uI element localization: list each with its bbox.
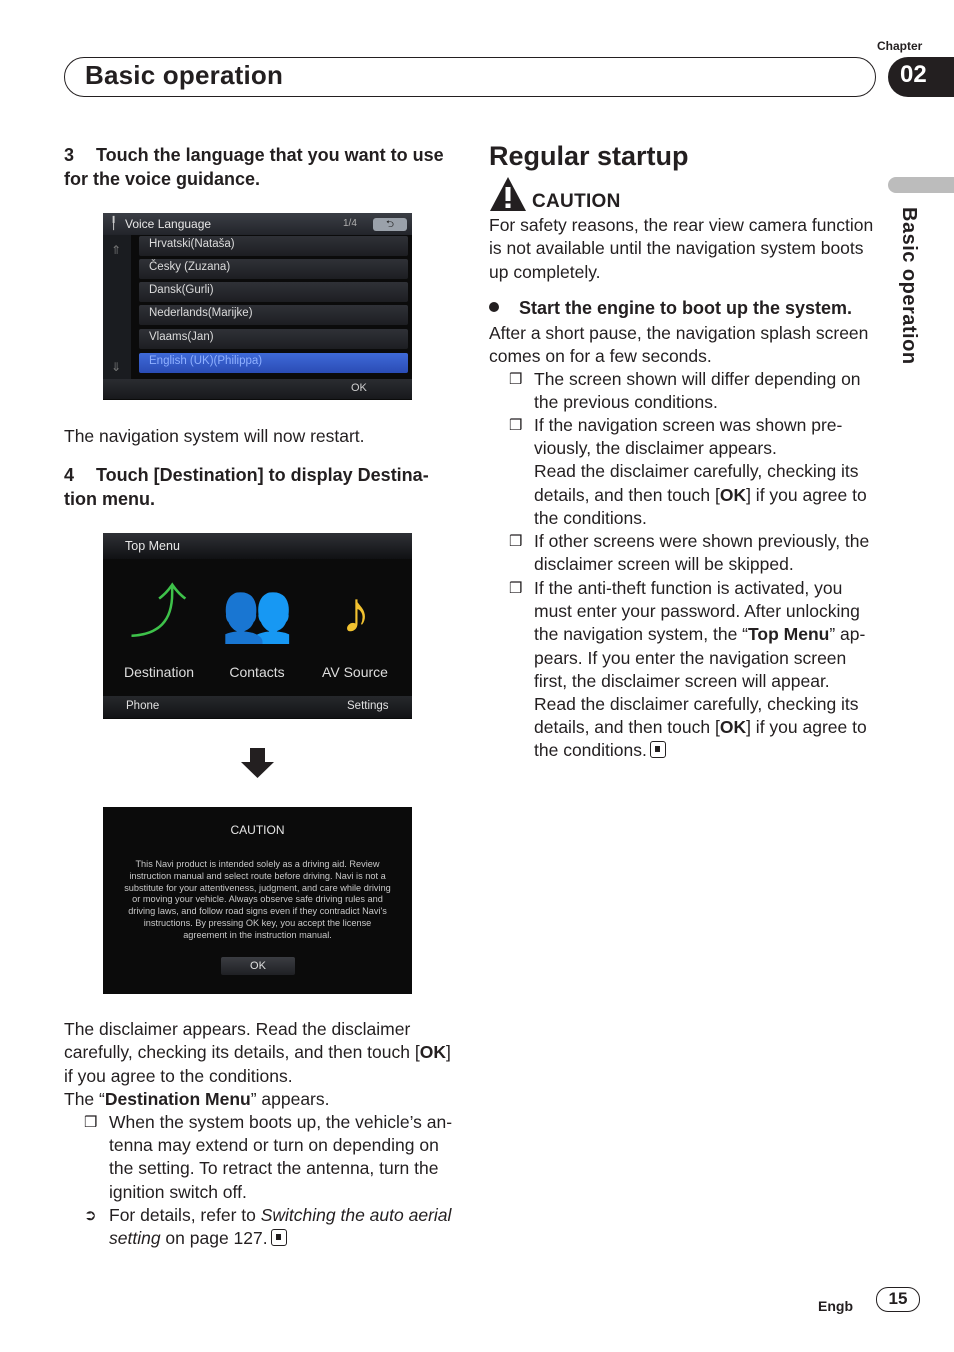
section-title: Basic operation — [85, 60, 284, 90]
caution-screen-text: This Navi product is intended solely as a driving aid. Review instruction manual and select route before driving. Navi is not a substitute for your attentiveness, judgment, and care while driving or moving your vehicle. Always observe safe driving rules and driving laws, and follow road signs even if they contradict Navi's instructions. By pressing OK key, you accept the license agreement in the instruction manual. — [124, 859, 391, 940]
ok-label: OK — [719, 717, 747, 738]
text: If the anti-theft function is activated, you must enter your password. After unlocking the navigation system, the “ — [534, 578, 860, 645]
music-note-icon: ♪ — [341, 580, 371, 645]
list-item-selected: English (UK)(Philippa) — [139, 353, 408, 373]
list-item: Nederlands(Marijke) — [139, 305, 408, 325]
checkbox-bullet-icon: ❒ — [84, 1114, 98, 1131]
reference-arrow-icon: ➲ — [84, 1207, 97, 1224]
screen-title: Voice Language — [125, 217, 212, 231]
bullet-icon — [489, 302, 499, 312]
caution-label: CAUTION — [532, 191, 621, 212]
note-text: When the system boots up, the vehicle’s an-tenna may extend or turn on depending on the setting. To retract the antenna, turn the ignition switch off. — [109, 1112, 453, 1202]
ok-label: OK — [419, 1042, 446, 1063]
list-icon: ╿ — [110, 216, 118, 230]
text: on page 127. — [160, 1228, 268, 1249]
restart-text: The navigation system will now restart. — [64, 426, 365, 446]
screen-titlebar — [103, 213, 412, 235]
checkbox-bullet-icon: ❒ — [509, 371, 523, 388]
step-3 — [64, 143, 444, 191]
screen-titlebar — [103, 533, 412, 559]
side-tab — [888, 177, 954, 193]
voice-language-screenshot — [103, 213, 412, 400]
note-text: If the navigation screen was shown pre-viously, the disclaimer appears. — [534, 415, 843, 459]
checkbox-bullet-icon: ❒ — [509, 580, 523, 597]
step-number: 3 — [64, 145, 75, 165]
side-label: Basic operation — [898, 207, 920, 365]
step-4 — [64, 463, 454, 511]
section-header — [64, 57, 876, 97]
text: ” ap-pears. If you enter the navigation screen first, the disclaimer screen will appear. — [534, 624, 866, 691]
list-item: Hrvatski(Nataša) — [139, 236, 408, 256]
menu-label: Destination — [123, 664, 195, 680]
text: The “ — [64, 1088, 105, 1109]
menu-label: AV Source — [322, 664, 388, 680]
arrow-down-icon — [241, 748, 274, 778]
step-number: 4 — [64, 465, 75, 485]
screen-title: Top Menu — [125, 539, 180, 553]
text: Read the disclaimer carefully, checking its details, and then touch [ — [534, 694, 859, 738]
bullet-heading — [489, 298, 852, 319]
destination-arrow-icon: ⤴ — [128, 580, 187, 645]
ok-button: OK — [351, 382, 367, 394]
splash-text: After a short pause, the navigation splash screen comes on for a few seconds. — [489, 323, 869, 367]
text: ] if you agree to the conditions. — [534, 484, 867, 528]
contacts-people-icon: 👥 — [221, 580, 294, 645]
caution-text: For safety reasons, the rear view camera function is not available until the navigation system boots up completely. — [489, 215, 874, 282]
list-item: Vlaams(Jan) — [139, 329, 408, 349]
screen-bottombar — [103, 696, 412, 718]
step-text-1: Touch [Destination] to display Destina- — [96, 465, 429, 485]
step-text-2: tion menu. — [64, 489, 155, 509]
scroll-up-icon: ⇑ — [111, 243, 122, 257]
note-4 — [509, 577, 874, 763]
settings-label: Settings — [347, 700, 389, 712]
text: ] if you agree to the conditions. — [534, 717, 867, 761]
back-button: ⮌ — [373, 218, 407, 231]
checkbox-bullet-icon: ❒ — [509, 533, 523, 550]
scroll-sidebar — [103, 235, 131, 385]
end-mark-icon — [650, 741, 666, 758]
screen-title: CAUTION — [230, 823, 285, 837]
note-text: If other screens were shown previously, the disclaimer screen will be skipped. — [534, 531, 870, 575]
step-text: Touch the language that you want to use for the voice guidance. — [64, 145, 444, 189]
bullet-text: Start the engine to boot up the system. — [519, 298, 853, 318]
language-code: Engb — [818, 1298, 853, 1314]
text: The disclaimer appears. Read the disclaimer carefully, checking its details, and then touch [ — [64, 1019, 420, 1063]
text: For details, refer to — [109, 1205, 261, 1225]
note-reference — [84, 1204, 455, 1250]
note-text: The screen shown will differ depending on the previous conditions. — [534, 369, 861, 413]
text: ] if you agree to the conditions. — [64, 1042, 451, 1086]
caution-heading — [489, 176, 621, 212]
text: Read the disclaimer carefully, checking its details, and then touch [ — [534, 461, 859, 505]
note-3 — [509, 530, 874, 576]
destination-menu-label: Destination Menu — [104, 1088, 251, 1109]
top-menu-screenshot — [103, 533, 412, 719]
list-item: Dansk(Gurli) — [139, 282, 408, 302]
top-menu-label: Top Menu — [748, 624, 830, 645]
screen-bottombar — [103, 379, 412, 399]
chapter-label: Chapter — [877, 39, 923, 53]
chapter-number: 02 — [888, 57, 954, 97]
phone-label: Phone — [126, 700, 160, 712]
checkbox-bullet-icon: ❒ — [509, 417, 523, 434]
note-2 — [509, 414, 874, 530]
note-1 — [509, 368, 874, 414]
menu-label: Contacts — [229, 664, 285, 680]
list-item: Česky (Zuzana) — [139, 259, 408, 279]
ok-label: OK — [719, 484, 747, 505]
note-antenna — [84, 1111, 455, 1204]
heading-regular-startup: Regular startup — [489, 141, 689, 171]
end-mark-icon — [271, 1229, 287, 1246]
text: ” appears. — [250, 1088, 330, 1109]
page-count: 1/4 — [343, 218, 357, 229]
warning-triangle-icon — [489, 176, 527, 212]
disclaimer-paragraph — [64, 1018, 456, 1111]
page-number: 15 — [876, 1287, 920, 1312]
scroll-down-icon: ⇓ — [111, 360, 122, 374]
caution-screenshot — [103, 807, 412, 994]
reference-title: Switching the auto aerial setting — [109, 1205, 452, 1249]
ok-button: OK — [221, 957, 295, 975]
